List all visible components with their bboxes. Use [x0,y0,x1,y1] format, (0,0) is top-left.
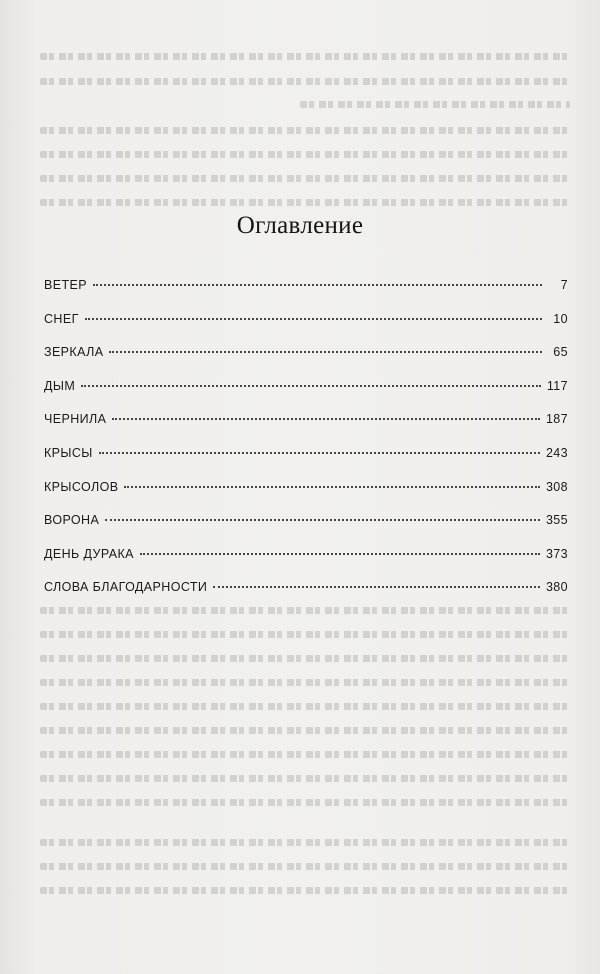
show-through-text [40,884,570,896]
show-through-text [40,772,570,784]
show-through-text [300,98,570,110]
dot-leader [213,586,540,588]
show-through-text [40,676,570,688]
toc-entry[interactable] [44,580,568,614]
toc-entry-page: 355 [545,513,568,528]
dot-leader [85,318,542,320]
toc-entry-label: ЧЕРНИЛА [44,412,107,427]
toc-entry-page: 308 [545,479,568,494]
dot-leader [99,452,540,454]
toc-entry-label: СЛОВА БЛАГОДАРНОСТИ [44,580,208,595]
toc-entry-page: 10 [553,311,568,326]
toc-entry[interactable] [44,312,568,346]
show-through-text [40,796,570,808]
dot-leader [81,385,541,387]
toc-entry-page: 373 [545,546,568,561]
toc-entry-label: ДЫМ [44,378,76,393]
toc-entry-label: ВОРОНА [44,513,100,528]
toc-entry[interactable] [44,278,568,312]
toc-entry-label: КРЫСЫ [44,445,93,460]
toc-entry-page: 243 [545,445,568,460]
show-through-text [40,700,570,712]
show-through-text [40,652,570,664]
show-through-text [40,628,570,640]
toc-entry-label: СНЕГ [44,311,79,326]
show-through-text [40,124,570,136]
toc-entry[interactable] [44,513,568,547]
dot-leader [109,351,542,353]
show-through-text [40,75,570,87]
dot-leader [105,519,540,521]
toc-entry[interactable] [44,412,568,446]
toc-entry-label: ВЕТЕР [44,278,87,292]
toc-entry-label: ЗЕРКАЛА [44,345,104,360]
toc-entry-label: ДЕНЬ ДУРАКА [44,546,134,561]
show-through-text [40,148,570,160]
toc-entry[interactable] [44,379,568,413]
show-through-text [40,50,570,62]
toc-entry[interactable] [44,446,568,480]
dot-leader [93,284,542,286]
show-through-text [40,748,570,760]
show-through-text [40,724,570,736]
toc-entry-page: 380 [545,580,568,595]
table-of-contents [44,278,568,614]
dot-leader [112,418,540,420]
toc-entry-page: 187 [545,412,568,427]
toc-entry-label: КРЫСОЛОВ [44,479,119,494]
show-through-text [40,836,570,848]
toc-entry-page: 65 [553,345,568,360]
dot-leader [124,486,539,488]
toc-entry[interactable] [44,547,568,581]
show-through-text [40,196,570,208]
dot-leader [140,553,540,555]
toc-entry-page: 7 [560,278,568,292]
toc-entry-page: 117 [546,378,568,393]
show-through-text [40,860,570,872]
show-through-text [40,172,570,184]
page-title: Оглавление [236,212,364,239]
toc-entry[interactable] [44,480,568,514]
toc-entry[interactable] [44,345,568,379]
